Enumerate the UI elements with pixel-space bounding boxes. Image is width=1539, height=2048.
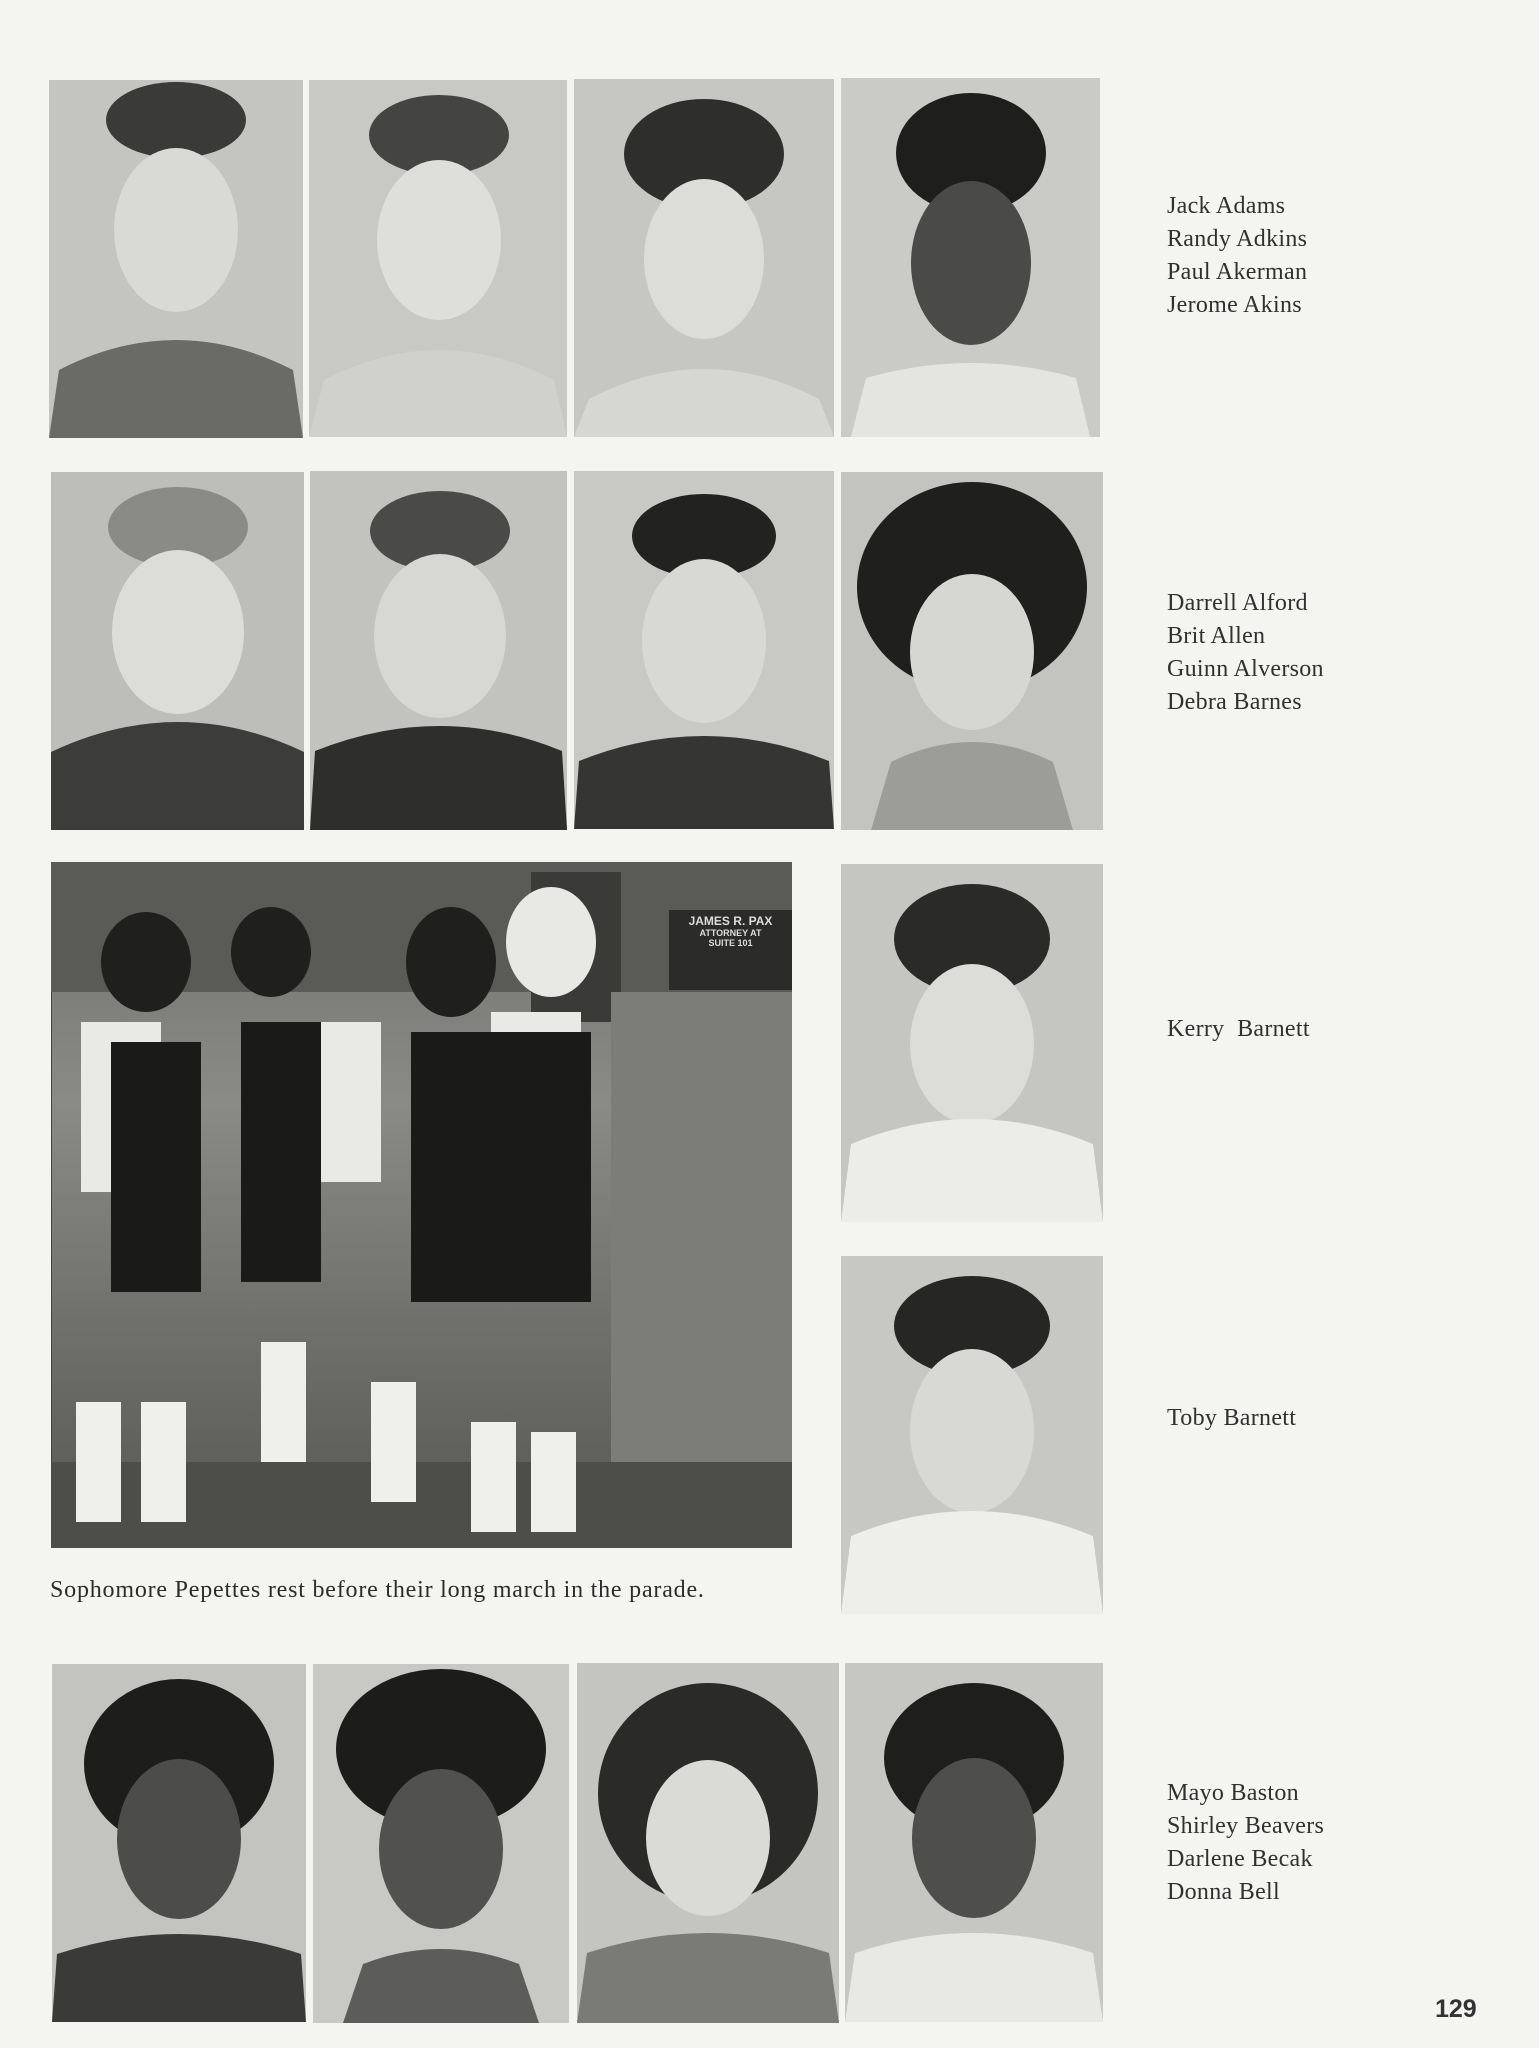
sign-board — [669, 910, 792, 948]
student-name: Darlene Becak — [1167, 1846, 1313, 1872]
sign-line: ATTORNEY AT — [699, 928, 762, 938]
portrait-debra-barnes — [841, 472, 1103, 830]
student-name: Toby Barnett — [1167, 1405, 1297, 1431]
portrait-darlene-becak — [577, 1663, 839, 2023]
name-list-row-4 — [1167, 1402, 1296, 1435]
student-name: Debra Barnes — [1167, 689, 1302, 715]
student-name: Randy Adkins — [1167, 226, 1308, 252]
student-name: Shirley Beavers — [1167, 1813, 1325, 1839]
student-name: Guinn Alverson — [1167, 656, 1324, 682]
name-list-row-3 — [1167, 1013, 1310, 1046]
portrait-guinn-alverson — [574, 471, 834, 829]
portrait-kerry-barnett — [841, 864, 1103, 1222]
portrait-jerome-akins — [841, 78, 1100, 437]
student-name: Darrell Alford — [1167, 590, 1308, 616]
photo-caption: Sophomore Pepettes rest before their long march in the parade. — [50, 1577, 705, 1603]
portrait-darrell-alford — [51, 472, 304, 830]
student-name: Brit Allen — [1167, 623, 1266, 649]
portrait-randy-adkins — [309, 80, 567, 437]
name-list-row-2 — [1167, 587, 1324, 719]
portrait-shirley-beavers — [313, 1664, 569, 2023]
portrait-paul-akerman — [574, 79, 834, 437]
sign-line: SUITE 101 — [708, 938, 753, 948]
candid-photo-pepettes — [51, 862, 792, 1548]
portrait-mayo-baston — [52, 1664, 306, 2022]
portrait-toby-barnett — [841, 1256, 1103, 1614]
student-name: Jack Adams — [1167, 193, 1286, 219]
student-name: Jerome Akins — [1167, 292, 1302, 318]
sign-line: JAMES R. PAX — [688, 914, 773, 928]
student-name: Mayo Baston — [1167, 1780, 1299, 1806]
portrait-donna-bell — [845, 1663, 1103, 2022]
student-name: Kerry Barnett — [1167, 1016, 1310, 1042]
student-name: Donna Bell — [1167, 1879, 1280, 1905]
name-list-row-5 — [1167, 1777, 1324, 1909]
portrait-jack-adams — [49, 80, 303, 438]
name-list-row-1 — [1167, 190, 1307, 322]
page-number: 129 — [1435, 1995, 1477, 2023]
student-name: Paul Akerman — [1167, 259, 1308, 285]
portrait-brit-allen — [310, 471, 567, 830]
